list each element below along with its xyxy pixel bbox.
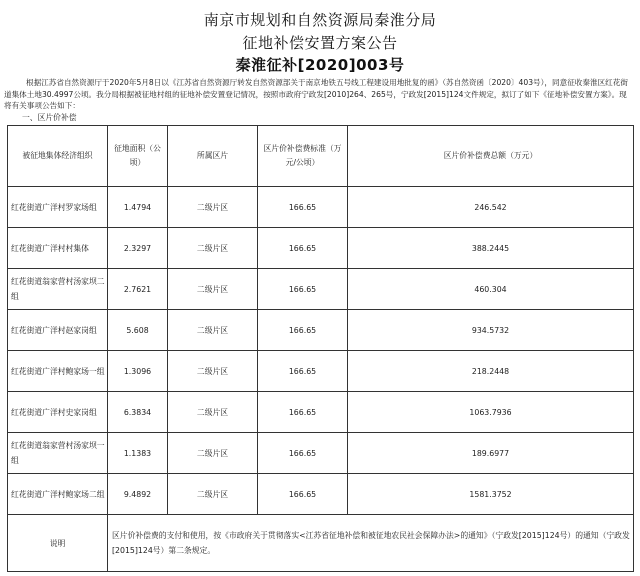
cell-total: 1581.3752 (348, 474, 634, 515)
note-row (8, 515, 634, 572)
cell-area: 2.3297 (108, 228, 168, 269)
cell-standard: 166.65 (258, 474, 348, 515)
notice-title: 征地补偿安置方案公告 (242, 34, 398, 52)
cell-organization: 红花街道翁家营村汤家坝一组 (8, 433, 108, 474)
cell-total: 388.2445 (348, 228, 634, 269)
cell-total: 934.5732 (348, 310, 634, 351)
table-header-row (8, 126, 634, 187)
note-label: 说明 (8, 515, 108, 572)
cell-total: 246.542 (348, 187, 634, 228)
cell-standard: 166.65 (258, 351, 348, 392)
cell-standard: 166.65 (258, 433, 348, 474)
cell-area: 9.4892 (108, 474, 168, 515)
cell-total: 460.304 (348, 269, 634, 310)
cell-zone: 二级片区 (168, 351, 258, 392)
cell-area: 1.3096 (108, 351, 168, 392)
table-row (8, 433, 634, 474)
cell-organization: 红花街道广洋村鲍家场一组 (8, 351, 108, 392)
cell-area: 1.1383 (108, 433, 168, 474)
table-row (8, 474, 634, 515)
cell-standard: 166.65 (258, 392, 348, 433)
header-standard: 区片价补偿费标准（万元/公顷） (258, 126, 348, 187)
table-row (8, 187, 634, 228)
table-row (8, 392, 634, 433)
header-organization: 被征地集体经济组织 (8, 126, 108, 187)
cell-standard: 166.65 (258, 310, 348, 351)
cell-zone: 二级片区 (168, 228, 258, 269)
table-row (8, 310, 634, 351)
cell-area: 2.7621 (108, 269, 168, 310)
cell-zone: 二级片区 (168, 474, 258, 515)
intro-paragraph: 根据江苏省自然资源厅于2020年5月8日以《江苏省自然资源厅转发自然资源部关于南京地铁五号线工程建设用地批复的函》（苏自然资函〔2020〕403号），同意征收秦淮区红花街道集体土地30.4997公顷。我分局根据被征地村组的征地补偿安置登记情况，按照市政府宁政发[2010]264、265号，宁政发[2015]124文件规定，拟订了如下《征地补偿安置方案》。现将有关事项公告如下： (4, 78, 628, 110)
table-row (8, 228, 634, 269)
cell-standard: 166.65 (258, 269, 348, 310)
cell-total: 189.6977 (348, 433, 634, 474)
note-text: 区片价补偿费的支付和使用，按《市政府关于贯彻落实<江苏省征地补偿和被征地农民社会保障办法>的通知》（宁政发[2015]124号）的通知（宁政发[2015]124号）第二条规定。 (108, 515, 634, 572)
compensation-table (7, 125, 634, 572)
header-total: 区片价补偿费总额（万元） (348, 126, 634, 187)
cell-total: 1063.7936 (348, 392, 634, 433)
table-row (8, 351, 634, 392)
cell-area: 6.3834 (108, 392, 168, 433)
section-title: 一、区片价补偿 (22, 113, 77, 122)
cell-total: 218.2448 (348, 351, 634, 392)
header-zone: 所属区片 (168, 126, 258, 187)
document-number: 秦淮征补[2020]003号 (235, 56, 405, 74)
cell-zone: 二级片区 (168, 269, 258, 310)
cell-area: 1.4794 (108, 187, 168, 228)
table-row (8, 269, 634, 310)
cell-organization: 红花街道翁家营村汤家坝二组 (8, 269, 108, 310)
cell-organization: 红花街道广洋村村集体 (8, 228, 108, 269)
cell-standard: 166.65 (258, 228, 348, 269)
cell-organization: 红花街道广洋村罗家场组 (8, 187, 108, 228)
cell-organization: 红花街道广洋村鲍家场二组 (8, 474, 108, 515)
agency-title: 南京市规划和自然资源局秦淮分局 (203, 11, 437, 29)
cell-zone: 二级片区 (168, 433, 258, 474)
cell-organization: 红花街道广洋村赵家岗组 (8, 310, 108, 351)
cell-standard: 166.65 (258, 187, 348, 228)
cell-zone: 二级片区 (168, 310, 258, 351)
cell-area: 5.608 (108, 310, 168, 351)
cell-organization: 红花街道广洋村史家岗组 (8, 392, 108, 433)
header-area: 征地面积（公顷） (108, 126, 168, 187)
cell-zone: 二级片区 (168, 187, 258, 228)
cell-zone: 二级片区 (168, 392, 258, 433)
